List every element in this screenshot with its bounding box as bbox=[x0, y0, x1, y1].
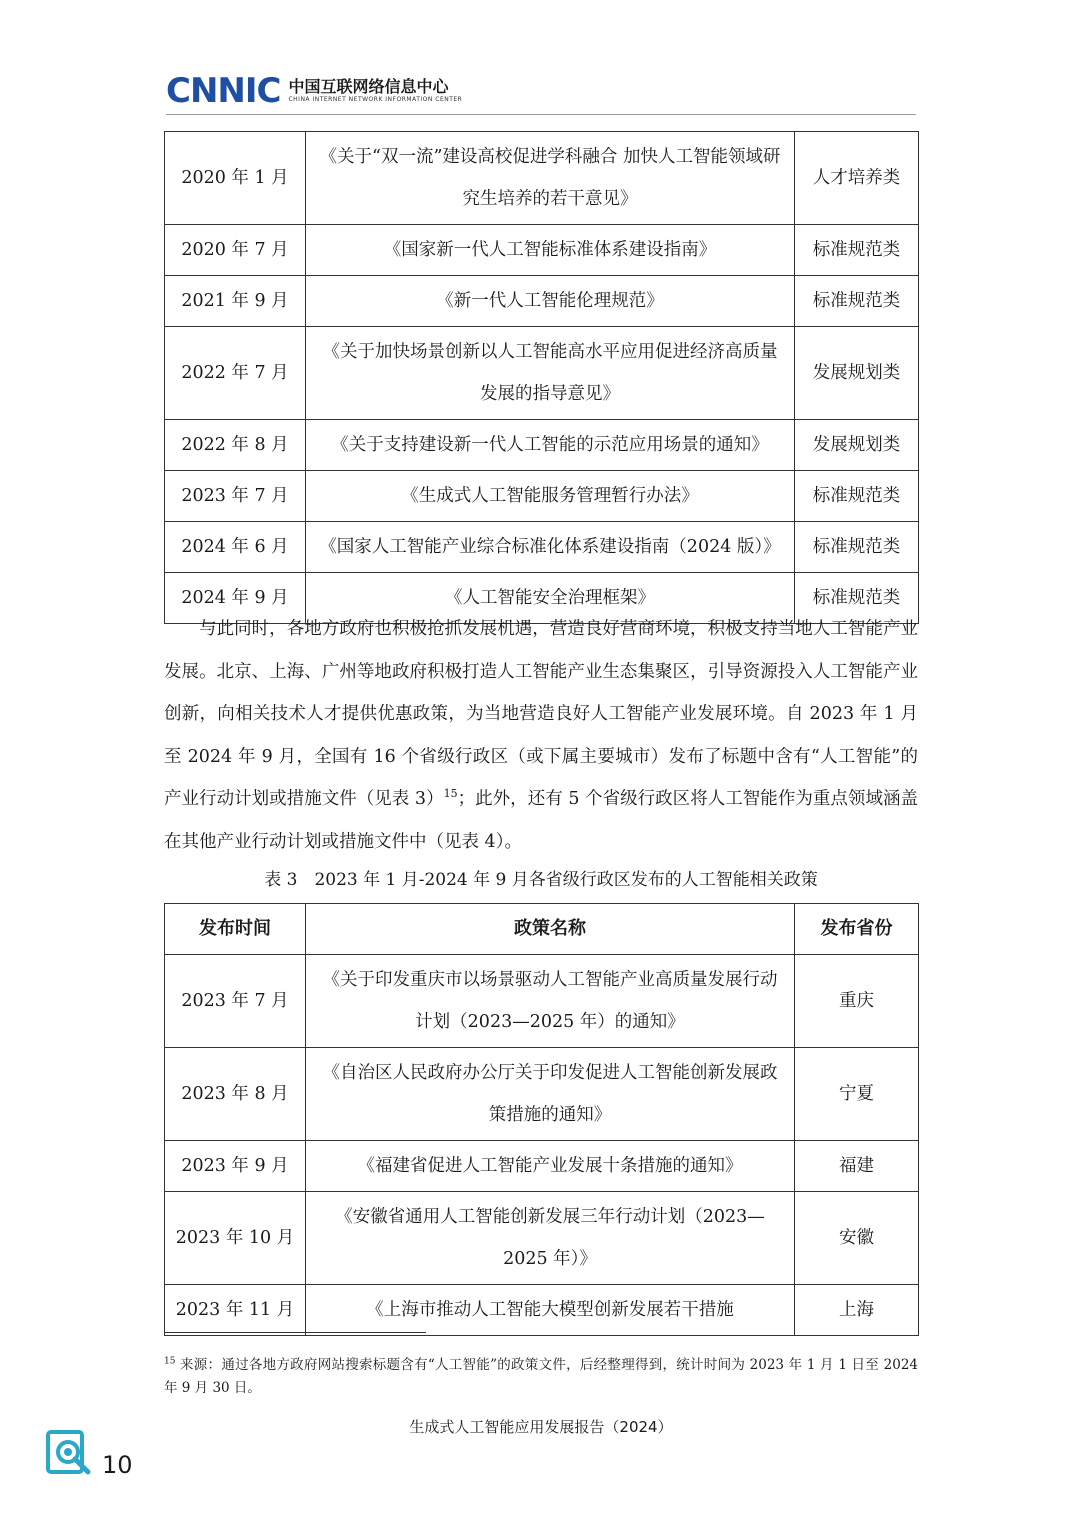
date-cell: 2023 年 9 月 bbox=[165, 1141, 306, 1192]
table-row bbox=[165, 1048, 919, 1141]
table-row bbox=[165, 1285, 919, 1336]
date-cell: 2023 年 7 月 bbox=[165, 955, 306, 1048]
body-paragraph bbox=[164, 608, 918, 863]
footnote bbox=[164, 1354, 918, 1400]
magnifier-report-icon bbox=[46, 1430, 92, 1476]
policy-name-cell: 《人工智能安全治理框架》 bbox=[306, 573, 795, 624]
header-policy-name: 政策名称 bbox=[306, 904, 795, 955]
paragraph-text: 与此同时，各地方政府也积极抢抓发展机遇，营造良好营商环境，积极支持当地人工智能产业发展。北京、上海、广州等地政府积极打造人工智能产业生态集聚区，引导资源投入人工智能产业创新，向相关技术人才提供优惠政策，为当地营造良好人工智能产业发展环境。自 2023 年 1 月至 2024 年 9 月，全国有 16 个省级行政区（或下属主要城市）发布了标题中含有“人工智能”的产业行动计划或措施文件（见表 3） bbox=[164, 619, 918, 809]
paragraph-text-cont: ；此外，还有 5 个省级行政区将人工智能作为重点领域涵盖在其他产业行动计划或措施文件中（见表 4）。 bbox=[164, 789, 918, 852]
policy-name-cell: 《关于“双一流”建设高校促进学科融合 加快人工智能领域研究生培养的若干意见》 bbox=[306, 132, 795, 225]
category-cell: 发展规划类 bbox=[795, 327, 919, 420]
table-row bbox=[165, 1141, 919, 1192]
page-number: 10 bbox=[102, 1451, 133, 1479]
policy-name-cell: 《安徽省通用人工智能创新发展三年行动计划（2023—2025 年）》 bbox=[306, 1192, 795, 1285]
policy-name-cell: 《生成式人工智能服务管理暂行办法》 bbox=[306, 471, 795, 522]
date-cell: 2022 年 8 月 bbox=[165, 420, 306, 471]
header-divider bbox=[166, 114, 916, 115]
table3-caption: 表 3 2023 年 1 月-2024 年 9 月各省级行政区发布的人工智能相关政策 bbox=[264, 870, 818, 890]
province-cell: 上海 bbox=[795, 1285, 919, 1336]
table-row bbox=[165, 132, 919, 225]
date-cell: 2023 年 7 月 bbox=[165, 471, 306, 522]
category-cell: 标准规范类 bbox=[795, 573, 919, 624]
table-row bbox=[165, 420, 919, 471]
date-cell: 2022 年 7 月 bbox=[165, 327, 306, 420]
policy-name-cell: 《国家新一代人工智能标准体系建设指南》 bbox=[306, 225, 795, 276]
table-row bbox=[165, 225, 919, 276]
footnote-divider bbox=[164, 1332, 426, 1333]
date-cell: 2021 年 9 月 bbox=[165, 276, 306, 327]
date-cell: 2023 年 8 月 bbox=[165, 1048, 306, 1141]
date-cell: 2024 年 6 月 bbox=[165, 522, 306, 573]
policy-name-cell: 《福建省促进人工智能产业发展十条措施的通知》 bbox=[306, 1141, 795, 1192]
header-province: 发布省份 bbox=[795, 904, 919, 955]
province-cell: 重庆 bbox=[795, 955, 919, 1048]
table-row bbox=[165, 327, 919, 420]
category-cell: 发展规划类 bbox=[795, 420, 919, 471]
table-row bbox=[165, 1192, 919, 1285]
national-policy-table bbox=[164, 131, 919, 624]
report-title: 生成式人工智能应用发展报告（2024） bbox=[409, 1418, 673, 1436]
policy-name-cell: 《上海市推动人工智能大模型创新发展若干措施 bbox=[306, 1285, 795, 1336]
policy-name-cell: 《关于加快场景创新以人工智能高水平应用促进经济高质量发展的指导意见》 bbox=[306, 327, 795, 420]
category-cell: 标准规范类 bbox=[795, 276, 919, 327]
org-name-block bbox=[288, 78, 462, 104]
table-header-row bbox=[165, 904, 919, 955]
date-cell: 2023 年 11 月 bbox=[165, 1285, 306, 1336]
org-name-cn: 中国互联网络信息中心 bbox=[288, 77, 449, 96]
policy-name-cell: 《关于印发重庆市以场景驱动人工智能产业高质量发展行动计划（2023—2025 年）的通知》 bbox=[306, 955, 795, 1048]
policy-name-cell: 《新一代人工智能伦理规范》 bbox=[306, 276, 795, 327]
province-cell: 福建 bbox=[795, 1141, 919, 1192]
date-cell: 2020 年 1 月 bbox=[165, 132, 306, 225]
category-cell: 标准规范类 bbox=[795, 471, 919, 522]
policy-name-cell: 《自治区人民政府办公厅关于印发促进人工智能创新发展政策措施的通知》 bbox=[306, 1048, 795, 1141]
provincial-policy-table bbox=[164, 903, 919, 1336]
org-name-en: CHINA INTERNET NETWORK INFORMATION CENTER bbox=[288, 96, 463, 103]
date-cell: 2024 年 9 月 bbox=[165, 573, 306, 624]
table-row bbox=[165, 955, 919, 1048]
header-date: 发布时间 bbox=[165, 904, 306, 955]
table-row bbox=[165, 276, 919, 327]
policy-name-cell: 《国家人工智能产业综合标准化体系建设指南（2024 版）》 bbox=[306, 522, 795, 573]
category-cell: 标准规范类 bbox=[795, 225, 919, 276]
province-cell: 安徽 bbox=[795, 1192, 919, 1285]
category-cell: 标准规范类 bbox=[795, 522, 919, 573]
table-row bbox=[165, 471, 919, 522]
page-header bbox=[166, 71, 463, 111]
footnote-ref-15[interactable]: 15 bbox=[443, 787, 458, 801]
date-cell: 2023 年 10 月 bbox=[165, 1192, 306, 1285]
province-cell: 宁夏 bbox=[795, 1048, 919, 1141]
category-cell: 人才培养类 bbox=[795, 132, 919, 225]
footnote-text: 来源：通过各地方政府网站搜索标题含有“人工智能”的政策文件，后经整理得到，统计时间为 2023 年 1 月 1 日至 2024 年 9 月 30 日。 bbox=[164, 1357, 918, 1396]
policy-name-cell: 《关于支持建设新一代人工智能的示范应用场景的通知》 bbox=[306, 420, 795, 471]
date-cell: 2020 年 7 月 bbox=[165, 225, 306, 276]
cnnic-logo: CNNIC bbox=[166, 71, 281, 111]
table-row bbox=[165, 522, 919, 573]
footnote-number: 15 bbox=[164, 1356, 176, 1367]
